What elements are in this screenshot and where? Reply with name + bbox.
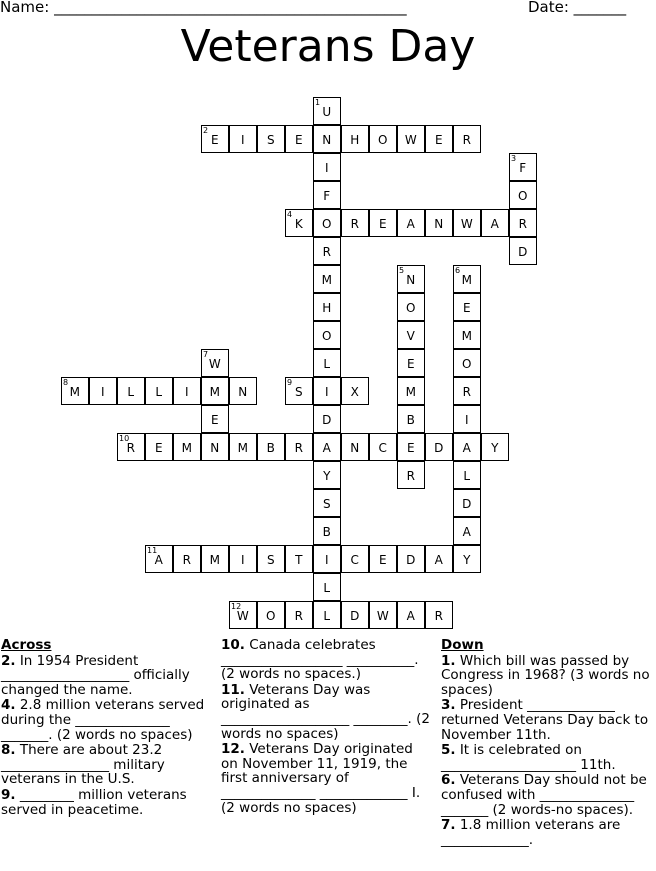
name-field[interactable]: Name: _______________________________________________ bbox=[0, 0, 407, 16]
cell-letter: R bbox=[462, 385, 472, 399]
cell-letter: H bbox=[350, 133, 360, 147]
grid-cell[interactable] bbox=[369, 433, 397, 461]
clue-text: 1.8 million veterans are _____________. bbox=[441, 817, 621, 848]
cell-letter: B bbox=[266, 441, 276, 455]
grid-cell[interactable] bbox=[341, 545, 369, 573]
clue-number: 2. bbox=[1, 652, 16, 669]
cell-number: 2 bbox=[203, 126, 209, 135]
cell-letter: R bbox=[434, 609, 444, 623]
cell-letter: I bbox=[100, 385, 106, 399]
cell-letter: A bbox=[322, 441, 332, 455]
grid-cell[interactable] bbox=[313, 97, 341, 125]
cell-letter: E bbox=[154, 441, 164, 455]
down-heading: Down bbox=[441, 637, 484, 653]
cell-number: 5 bbox=[399, 266, 405, 275]
clue-text: There are about 23.2 ________________ military veterans in the U.S. bbox=[1, 742, 165, 788]
grid-cell[interactable] bbox=[285, 601, 313, 629]
grid-cell[interactable] bbox=[201, 433, 229, 461]
grid-cell[interactable] bbox=[397, 265, 425, 293]
grid-cell[interactable] bbox=[117, 377, 145, 405]
cell-letter: Y bbox=[491, 441, 499, 455]
cell-letter: R bbox=[462, 133, 472, 147]
cell-letter: R bbox=[182, 553, 192, 567]
grid-cell[interactable] bbox=[341, 209, 369, 237]
cell-letter: K bbox=[294, 217, 304, 231]
clue-number: 11. bbox=[221, 681, 245, 698]
cell-letter: W bbox=[460, 217, 474, 231]
clue-across-2 bbox=[1, 654, 211, 698]
grid-cell[interactable] bbox=[61, 377, 89, 405]
clue-number: 8. bbox=[1, 742, 16, 759]
date-field[interactable]: Date: _______ bbox=[528, 0, 627, 16]
cell-letter: T bbox=[295, 553, 303, 567]
cell-letter: D bbox=[322, 413, 332, 427]
grid-cell[interactable] bbox=[173, 377, 201, 405]
cell-number: 11 bbox=[147, 546, 158, 555]
cell-letter: W bbox=[236, 609, 250, 623]
cell-letter: N bbox=[210, 441, 220, 455]
cell-letter: S bbox=[266, 553, 276, 567]
cell-letter: A bbox=[490, 217, 500, 231]
cell-letter: E bbox=[434, 133, 444, 147]
cell-letter: A bbox=[462, 525, 472, 539]
cell-letter: R bbox=[350, 217, 360, 231]
grid-cell[interactable] bbox=[201, 545, 229, 573]
cell-letter: R bbox=[518, 217, 528, 231]
cell-letter: E bbox=[294, 133, 304, 147]
clue-across-11 bbox=[221, 683, 431, 741]
grid-cell[interactable] bbox=[313, 433, 341, 461]
cell-number: 10 bbox=[119, 434, 130, 443]
clue-text: 2.8 million veterans served during the ______________ _______. (2 words no spaces) bbox=[1, 697, 205, 743]
grid-cell[interactable] bbox=[313, 377, 341, 405]
cell-letter: W bbox=[376, 609, 390, 623]
grid-cell[interactable] bbox=[89, 377, 117, 405]
cell-letter: D bbox=[462, 497, 472, 511]
grid-cell[interactable] bbox=[509, 209, 537, 237]
cell-letter: E bbox=[378, 217, 388, 231]
cell-letter: B bbox=[406, 413, 416, 427]
cell-letter: M bbox=[237, 441, 249, 455]
cell-letter: Y bbox=[463, 553, 471, 567]
cell-number: 3 bbox=[511, 154, 517, 163]
cell-letter: A bbox=[462, 441, 472, 455]
clue-column-3 bbox=[441, 638, 653, 848]
grid-cell[interactable] bbox=[369, 209, 397, 237]
grid-cell[interactable] bbox=[397, 405, 425, 433]
grid-cell[interactable] bbox=[397, 601, 425, 629]
grid-cell[interactable] bbox=[425, 209, 453, 237]
clue-number: 1. bbox=[441, 652, 456, 669]
grid-cell[interactable] bbox=[201, 377, 229, 405]
clue-text: In 1954 President ___________________ officially changed the name. bbox=[1, 652, 190, 698]
grid-cell[interactable] bbox=[117, 433, 145, 461]
grid-cell[interactable] bbox=[285, 125, 313, 153]
grid-cell[interactable] bbox=[285, 545, 313, 573]
grid-cell[interactable] bbox=[397, 321, 425, 349]
cell-letter: L bbox=[323, 609, 331, 623]
grid-cell[interactable] bbox=[397, 209, 425, 237]
cell-letter: N bbox=[406, 273, 416, 287]
cell-letter: N bbox=[238, 385, 248, 399]
grid-cell[interactable] bbox=[313, 489, 341, 517]
grid-cell[interactable] bbox=[285, 433, 313, 461]
grid-cell[interactable] bbox=[313, 517, 341, 545]
grid-cell[interactable] bbox=[313, 349, 341, 377]
cell-letter: S bbox=[294, 385, 304, 399]
grid-cell[interactable] bbox=[229, 601, 257, 629]
clue-text: It is celebrated on ____________________ 11th. bbox=[441, 742, 616, 773]
clue-across-10 bbox=[221, 638, 431, 682]
grid-cell[interactable] bbox=[229, 545, 257, 573]
cell-letter: S bbox=[322, 497, 332, 511]
cell-letter: A bbox=[406, 217, 416, 231]
cell-letter: A bbox=[406, 609, 416, 623]
grid-cell[interactable] bbox=[453, 265, 481, 293]
cell-letter: Y bbox=[323, 469, 331, 483]
grid-cell[interactable] bbox=[425, 545, 453, 573]
cell-letter: D bbox=[518, 245, 528, 259]
grid-cell[interactable] bbox=[453, 377, 481, 405]
cell-letter: D bbox=[350, 609, 360, 623]
grid-cell[interactable] bbox=[509, 237, 537, 265]
grid-cell[interactable] bbox=[369, 545, 397, 573]
cell-letter: L bbox=[323, 357, 331, 371]
clue-text: Veterans Day was originated as ___________________ ________. (2 words no spaces) bbox=[221, 681, 430, 742]
cell-letter: O bbox=[266, 609, 276, 623]
clue-text: Veterans Day originated on November 11, 1919, the first anniversary of ______________ _____________ I. (2 words no spaces) bbox=[221, 741, 421, 816]
cell-letter: H bbox=[322, 301, 332, 315]
cell-letter: R bbox=[322, 245, 332, 259]
cell-letter: R bbox=[406, 469, 416, 483]
cell-letter: R bbox=[294, 609, 304, 623]
grid-cell[interactable] bbox=[453, 293, 481, 321]
grid-cell[interactable] bbox=[453, 321, 481, 349]
grid-cell[interactable] bbox=[341, 601, 369, 629]
cell-letter: C bbox=[378, 441, 388, 455]
grid-cell[interactable] bbox=[313, 265, 341, 293]
grid-cell[interactable] bbox=[201, 405, 229, 433]
page-title: Veterans Day bbox=[180, 21, 476, 72]
cell-letter: A bbox=[434, 553, 444, 567]
clue-down-1 bbox=[441, 654, 653, 698]
cell-letter: E bbox=[462, 301, 472, 315]
grid-cell[interactable] bbox=[313, 601, 341, 629]
clue-number: 9. bbox=[1, 786, 16, 803]
cell-letter: M bbox=[181, 441, 193, 455]
grid-cell[interactable] bbox=[509, 153, 537, 181]
cell-letter: D bbox=[434, 441, 444, 455]
cell-letter: S bbox=[266, 133, 276, 147]
cell-letter: L bbox=[127, 385, 135, 399]
cell-letter: M bbox=[69, 385, 81, 399]
grid-cell[interactable] bbox=[313, 321, 341, 349]
clue-number: 5. bbox=[441, 742, 456, 759]
clue-text: Canada celebrates __________________ __________. (2 words no spaces.) bbox=[221, 637, 419, 683]
cell-letter: I bbox=[324, 385, 330, 399]
grid-cell[interactable] bbox=[425, 433, 453, 461]
grid-cell[interactable] bbox=[313, 237, 341, 265]
clue-across-4 bbox=[1, 698, 211, 742]
cell-letter: E bbox=[378, 553, 388, 567]
cell-letter: X bbox=[350, 385, 360, 399]
clue-number: 7. bbox=[441, 817, 456, 834]
cell-letter: W bbox=[208, 357, 222, 371]
cell-letter: I bbox=[184, 385, 190, 399]
cell-letter: R bbox=[294, 441, 304, 455]
cell-letter: N bbox=[322, 133, 332, 147]
grid-cell[interactable] bbox=[313, 125, 341, 153]
grid-cell[interactable] bbox=[229, 125, 257, 153]
cell-letter: M bbox=[405, 385, 417, 399]
grid-cell[interactable] bbox=[145, 433, 173, 461]
cell-letter: F bbox=[323, 189, 331, 203]
clue-down-3 bbox=[441, 698, 653, 742]
grid-cell[interactable] bbox=[453, 209, 481, 237]
clue-text: President _____________ returned Veterans Day back to November 11th. bbox=[441, 697, 649, 743]
cell-number: 1 bbox=[315, 98, 321, 107]
grid-cell[interactable] bbox=[285, 377, 313, 405]
clue-number: 4. bbox=[1, 697, 16, 714]
cell-number: 4 bbox=[287, 210, 293, 219]
grid-cell[interactable] bbox=[397, 125, 425, 153]
grid-cell[interactable] bbox=[369, 125, 397, 153]
cell-letter: E bbox=[406, 441, 416, 455]
cell-letter: O bbox=[518, 189, 528, 203]
cell-letter: M bbox=[209, 553, 221, 567]
grid-cell[interactable] bbox=[257, 125, 285, 153]
grid-cell[interactable] bbox=[341, 377, 369, 405]
cell-letter: E bbox=[210, 133, 220, 147]
grid-cell[interactable] bbox=[145, 545, 173, 573]
clue-across-12 bbox=[221, 742, 431, 815]
cell-letter: D bbox=[406, 553, 416, 567]
grid-cell[interactable] bbox=[425, 125, 453, 153]
clue-down-7 bbox=[441, 818, 653, 847]
cell-letter: U bbox=[322, 105, 332, 119]
clue-text: ________ million veterans served in peacetime. bbox=[1, 786, 187, 818]
cell-letter: I bbox=[324, 161, 330, 175]
cell-letter: O bbox=[406, 301, 416, 315]
grid-cell[interactable] bbox=[509, 181, 537, 209]
cell-letter: L bbox=[463, 469, 471, 483]
grid-cell[interactable] bbox=[313, 545, 341, 573]
cell-letter: O bbox=[322, 329, 332, 343]
grid-cell[interactable] bbox=[313, 293, 341, 321]
cell-letter: M bbox=[209, 385, 221, 399]
grid-cell[interactable] bbox=[201, 349, 229, 377]
cell-number: 12 bbox=[231, 602, 242, 611]
cell-letter: O bbox=[462, 357, 472, 371]
cell-letter: C bbox=[350, 553, 360, 567]
grid-cell[interactable] bbox=[453, 125, 481, 153]
grid-cell[interactable] bbox=[257, 433, 285, 461]
clue-number: 6. bbox=[441, 772, 456, 789]
cell-letter: R bbox=[126, 441, 136, 455]
cell-letter: L bbox=[323, 581, 331, 595]
grid-cell[interactable] bbox=[481, 209, 509, 237]
grid-cell[interactable] bbox=[453, 405, 481, 433]
cell-letter: I bbox=[240, 553, 246, 567]
grid-cell[interactable] bbox=[453, 461, 481, 489]
cell-letter: B bbox=[322, 525, 332, 539]
grid-cell[interactable] bbox=[397, 377, 425, 405]
clue-across-8 bbox=[1, 743, 211, 787]
clue-column-1 bbox=[1, 638, 211, 818]
clue-text: Veterans Day should not be confused with ______________ _______ (2 words-no spaces). bbox=[441, 772, 647, 818]
cell-letter: N bbox=[434, 217, 444, 231]
grid-cell[interactable] bbox=[313, 573, 341, 601]
clue-number: 12. bbox=[221, 741, 245, 758]
cell-number: 6 bbox=[455, 266, 461, 275]
grid-cell[interactable] bbox=[313, 405, 341, 433]
grid-cell[interactable] bbox=[453, 545, 481, 573]
grid-cell[interactable] bbox=[453, 517, 481, 545]
clue-down-5 bbox=[441, 743, 653, 772]
cell-letter: E bbox=[210, 413, 220, 427]
cell-number: 9 bbox=[287, 378, 293, 387]
grid-cell[interactable] bbox=[229, 433, 257, 461]
cell-letter: M bbox=[461, 329, 473, 343]
grid-cell[interactable] bbox=[397, 461, 425, 489]
grid-cell[interactable] bbox=[173, 433, 201, 461]
grid-cell[interactable] bbox=[313, 209, 341, 237]
cell-number: 7 bbox=[203, 350, 209, 359]
cell-letter: W bbox=[404, 133, 418, 147]
cell-letter: V bbox=[406, 329, 416, 343]
cell-letter: O bbox=[322, 217, 332, 231]
clue-column-2 bbox=[221, 638, 431, 816]
grid-cell[interactable] bbox=[173, 545, 201, 573]
clue-down-6 bbox=[441, 773, 653, 817]
grid-cell[interactable] bbox=[397, 545, 425, 573]
clue-text: Which bill was passed by Congress in 1968? (3 words no spaces) bbox=[441, 652, 650, 698]
grid-cell[interactable] bbox=[397, 433, 425, 461]
cell-letter: L bbox=[155, 385, 163, 399]
cell-letter: M bbox=[321, 273, 333, 287]
grid-cell[interactable] bbox=[285, 209, 313, 237]
grid-cell[interactable] bbox=[453, 489, 481, 517]
grid-cell[interactable] bbox=[313, 153, 341, 181]
clue-number: 10. bbox=[221, 637, 245, 653]
grid-cell[interactable] bbox=[257, 601, 285, 629]
clue-number: 3. bbox=[441, 697, 456, 714]
cell-letter: N bbox=[350, 441, 360, 455]
grid-cell[interactable] bbox=[397, 349, 425, 377]
grid-cell[interactable] bbox=[397, 293, 425, 321]
cell-letter: A bbox=[154, 553, 164, 567]
cell-letter: M bbox=[461, 273, 473, 287]
cell-letter: E bbox=[406, 357, 416, 371]
grid-cell[interactable] bbox=[145, 377, 173, 405]
cell-letter: I bbox=[464, 413, 470, 427]
grid-cell[interactable] bbox=[257, 545, 285, 573]
across-heading: Across bbox=[1, 637, 52, 653]
cell-number: 8 bbox=[63, 378, 69, 387]
clue-across-9 bbox=[1, 788, 211, 817]
grid-cell[interactable] bbox=[341, 125, 369, 153]
grid-cell[interactable] bbox=[453, 349, 481, 377]
grid-cell[interactable] bbox=[313, 461, 341, 489]
cell-letter: F bbox=[519, 161, 527, 175]
grid-cell[interactable] bbox=[229, 377, 257, 405]
grid-cell[interactable] bbox=[369, 601, 397, 629]
grid-cell[interactable] bbox=[425, 601, 453, 629]
cell-letter: I bbox=[240, 133, 246, 147]
grid-cell[interactable] bbox=[201, 125, 229, 153]
grid-cell[interactable] bbox=[453, 433, 481, 461]
cell-letter: O bbox=[378, 133, 388, 147]
grid-cell[interactable] bbox=[341, 433, 369, 461]
cell-letter: I bbox=[324, 553, 330, 567]
grid-cell[interactable] bbox=[481, 433, 509, 461]
grid-cell[interactable] bbox=[313, 181, 341, 209]
